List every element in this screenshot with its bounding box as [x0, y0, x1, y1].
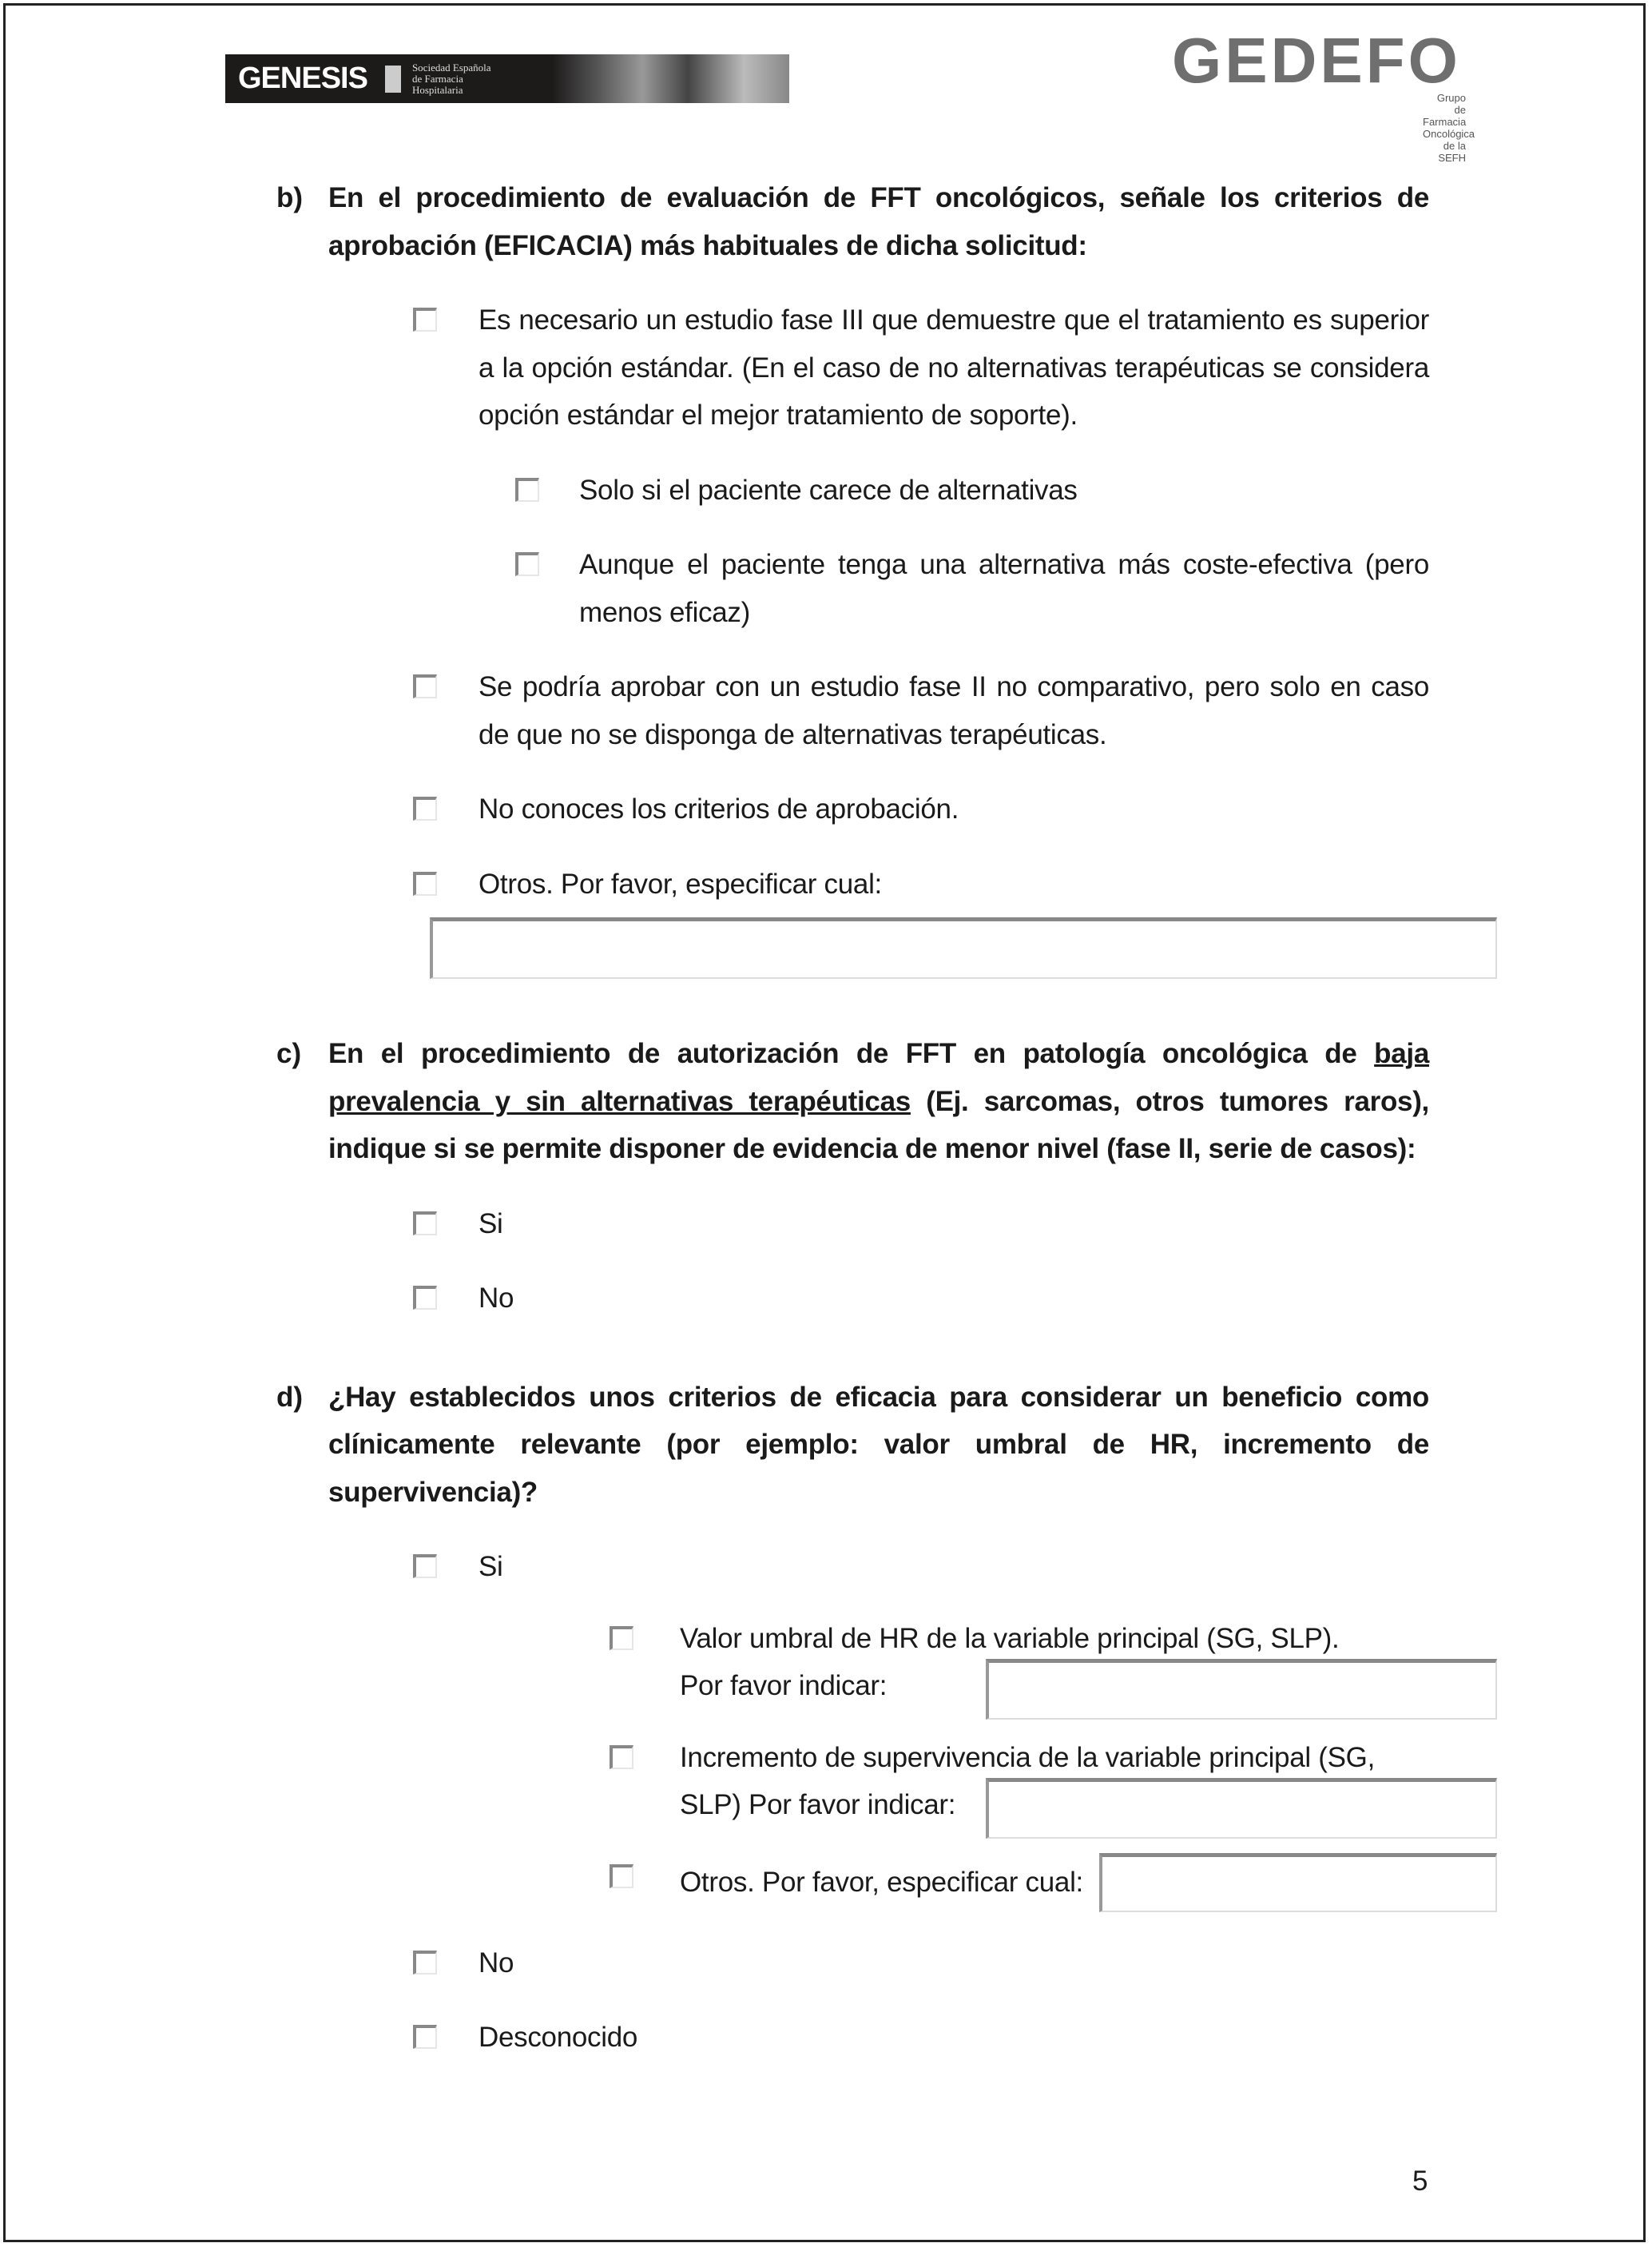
question-d	[276, 1374, 1429, 2062]
questionnaire-content	[276, 174, 1429, 2062]
option-b2-label: Se podría aprobar con un estudio fase II no comparativo, pero solo en caso de que no se disponga de alternativas terapéuticas.	[479, 671, 1429, 750]
option-b4-label: Otros. Por favor, especificar cual:	[479, 868, 882, 900]
option-d-survival	[328, 1734, 1429, 1829]
option-b1-checkbox[interactable]	[413, 308, 437, 332]
option-c-si	[328, 1200, 1429, 1248]
page-number: 5	[1412, 2165, 1428, 2197]
option-b4-checkbox[interactable]	[413, 872, 437, 896]
hr-threshold-input[interactable]	[986, 1659, 1497, 1720]
option-b2	[328, 663, 1429, 758]
option-d-hr	[328, 1615, 1429, 1710]
gedefo-title: GEDEFO	[1172, 25, 1461, 96]
question-b-label: b)	[276, 182, 304, 213]
question-c-label: c)	[276, 1038, 302, 1069]
option-b1a-label: Solo si el paciente carece de alternativas	[579, 474, 1078, 506]
option-b1b-checkbox[interactable]	[515, 552, 539, 576]
option-d-survival-checkbox[interactable]	[610, 1745, 633, 1769]
option-d-hr-label: Valor umbral de HR de la variable principal (SG, SLP). Por favor indicar:	[680, 1622, 1340, 1701]
option-b1b-label: Aunque el paciente tenga una alternativa más coste-efectiva (pero menos eficaz)	[579, 549, 1429, 628]
option-d-no	[328, 1939, 1429, 1987]
option-d-other	[328, 1853, 1429, 1912]
option-d-other-label: Otros. Por favor, especificar cual:	[680, 1866, 1083, 1898]
option-c-si-checkbox[interactable]	[413, 1211, 437, 1235]
option-d-desconocido	[328, 2014, 1429, 2062]
option-d-si-checkbox[interactable]	[413, 1554, 437, 1578]
gedefo-subtitle: Grupo de Farmacia Oncológica de la SEFH	[1423, 92, 1475, 164]
question-c-text-end: (Ej. sarcomas, otros tumores raros), indique si se permite disponer de evidencia de menor nivel (fase II, serie de casos):	[328, 1085, 1429, 1164]
other-d-input[interactable]	[1099, 1853, 1497, 1912]
sefh-shield-icon	[385, 66, 401, 93]
option-b1	[328, 296, 1429, 439]
option-c-si-label: Si	[479, 1207, 503, 1239]
option-d-no-label: No	[479, 1947, 514, 1979]
question-b-text: En el procedimiento de evaluación de FFT oncológicos, señale los criterios de aprobación (EFICACIA) más habituales de dicha solicitud:	[328, 182, 1429, 261]
question-b	[276, 174, 1429, 979]
other-b-input[interactable]	[430, 917, 1497, 979]
option-d-other-checkbox[interactable]	[610, 1864, 633, 1888]
option-b2-checkbox[interactable]	[413, 674, 437, 698]
option-b3-label: No conoces los criterios de aprobación.	[479, 793, 959, 825]
option-c-no-checkbox[interactable]	[413, 1286, 437, 1310]
option-b1a-checkbox[interactable]	[515, 478, 539, 502]
option-b4	[328, 861, 1429, 909]
option-d-no-checkbox[interactable]	[413, 1951, 437, 1975]
option-c-no	[328, 1275, 1429, 1322]
option-b3-checkbox[interactable]	[413, 797, 437, 821]
survival-increment-input[interactable]	[986, 1778, 1497, 1839]
genesis-title: GENESIS	[238, 62, 367, 95]
question-c-underlined: baja prevalencia y sin alternativas terapéuticas	[328, 1038, 1429, 1117]
sefh-name: Sociedad Española de Farmacia Hospitalaria	[411, 61, 491, 96]
option-b1a	[328, 467, 1429, 515]
option-d-si-label: Si	[479, 1551, 503, 1582]
option-b1-label: Es necesario un estudio fase III que demuestre que el tratamiento es superior a la opción estándar. (En el caso de no alternativas terapéuticas se considera opción estándar el mejor tratamiento de soporte).	[479, 304, 1429, 431]
option-d-si	[328, 1543, 1429, 1591]
question-d-label: d)	[276, 1381, 304, 1413]
option-c-no-label: No	[479, 1283, 514, 1314]
gedefo-logo	[1172, 25, 1490, 164]
option-d-hr-checkbox[interactable]	[610, 1626, 633, 1650]
option-b1b	[328, 541, 1429, 636]
option-d-desconocido-label: Desconocido	[479, 2022, 638, 2053]
option-d-desconocido-checkbox[interactable]	[413, 2025, 437, 2049]
genesis-logo	[225, 54, 789, 103]
option-d-survival-label: Incremento de supervivencia de la variable principal (SG, SLP) Por favor indicar:	[680, 1741, 1376, 1820]
question-d-text: ¿Hay establecidos unos criterios de eficacia para considerar un beneficio como clínicamente relevante (por ejemplo: valor umbral de HR, incremento de supervivencia)?	[328, 1381, 1429, 1508]
question-c	[276, 1030, 1429, 1322]
option-b3	[328, 785, 1429, 833]
question-c-text-start: En el procedimiento de autorización de FFT en patología oncológica de	[328, 1038, 1375, 1069]
question-c-text	[328, 1030, 1429, 1173]
